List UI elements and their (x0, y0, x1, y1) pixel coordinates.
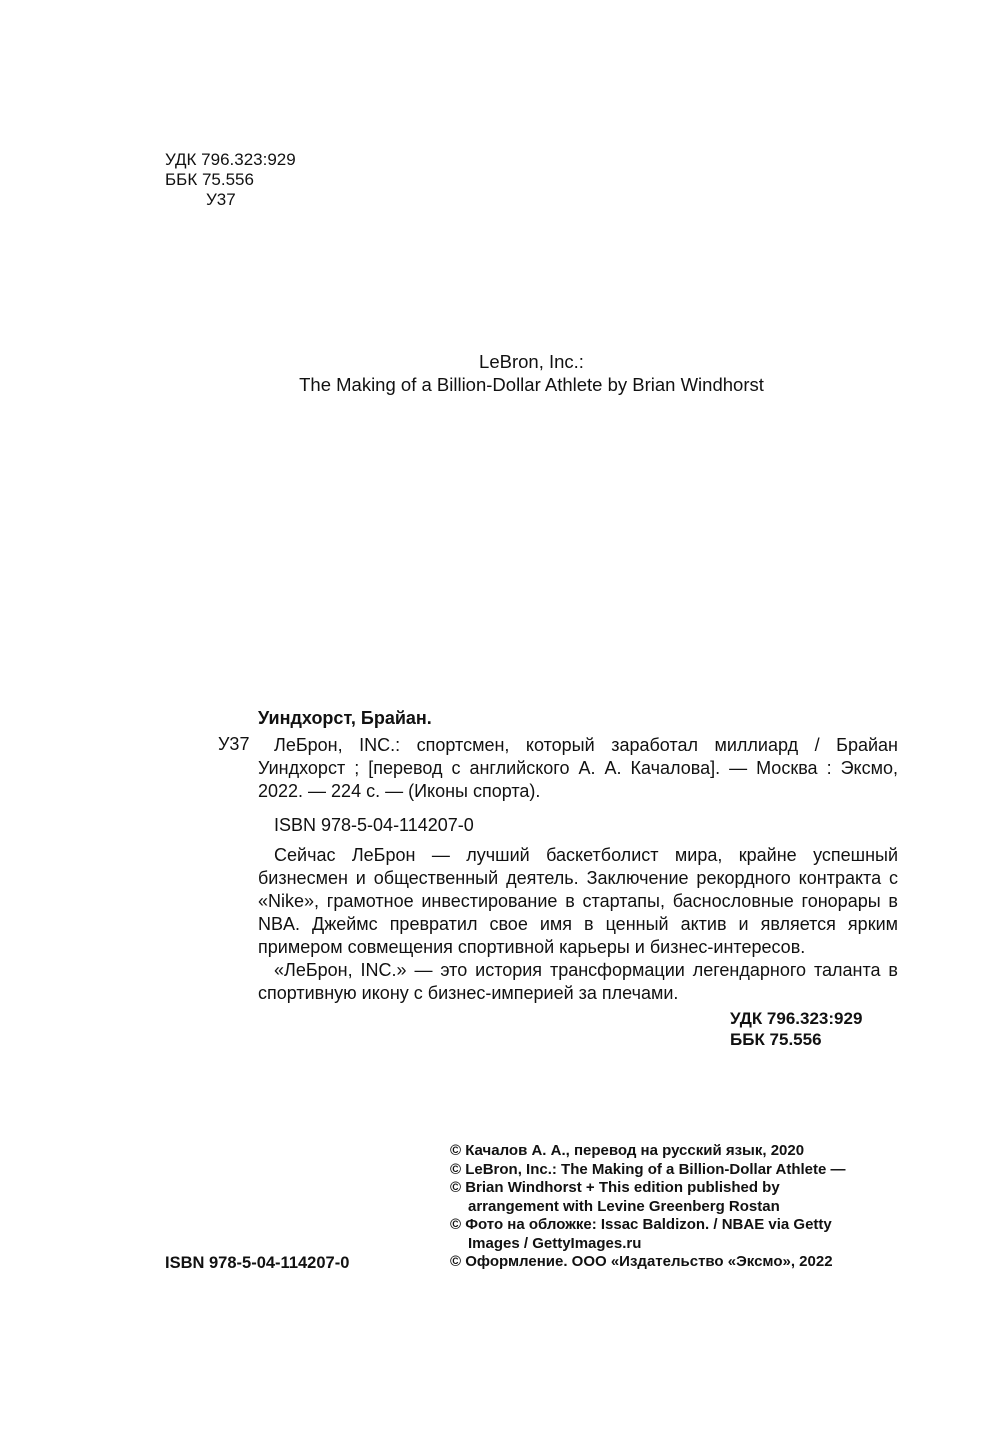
annotation-paragraph-1: Сейчас ЛеБрон — лучший баскетболист мира, крайне успешный бизнесмен и общественный деятель. Заключение рекордного контракта с «Nike», грамотное инвестирование в стартапы, баснословные гонорары в NBA. Джеймс превратил свое имя в ценный актив и является ярким примером совмещения спортивной карьеры и бизнес-интересов. (258, 845, 898, 957)
catalog-isbn: ISBN 978-5-04-114207-0 (274, 815, 474, 835)
copyright-line: © LeBron, Inc.: The Making of a Billion-Dollar Athlete — (450, 1160, 846, 1178)
copyright-line: © Качалов А. А., перевод на русский язык, 2020 (450, 1142, 805, 1159)
original-title-line1: LeBron, Inc.: (479, 351, 584, 372)
top-udk-code: УДК 796.323:929 (165, 150, 296, 169)
copyright-line: arrangement with Levine Greenberg Rostan (468, 1197, 780, 1215)
copyright-line: © Brian Windhorst + This edition published by (450, 1179, 780, 1196)
copyright-line: Images / GettyImages.ru (468, 1234, 642, 1252)
annotation-paragraph-2: «ЛеБрон, INC.» — это история трансформации легендарного таланта в спортивную икону с бизнес-империей за плечами. (258, 960, 898, 1003)
top-author-sign: У37 (206, 190, 236, 209)
catalog-udk: УДК 796.323:929 (730, 1009, 863, 1028)
copyright-line: © Оформление. ООО «Издательство «Эксмо», 2022 (450, 1253, 833, 1270)
catalog-bbk: ББК 75.556 (730, 1030, 822, 1049)
catalog-author-sign: У37 (218, 734, 250, 754)
catalog-description: ЛеБрон, INC.: спортсмен, который заработал миллиард / Брайан Уиндхорст ; [перевод с английского А. А. Качалова]. — Москва : Эксмо, 2022. — 224 с. — (Иконы спорта). (258, 735, 898, 801)
catalog-author: Уиндхорст, Брайан. (258, 708, 432, 728)
original-title-line2: The Making of a Billion-Dollar Athlete by Brian Windhorst (299, 374, 764, 395)
isbn-bottom: ISBN 978-5-04-114207-0 (165, 1254, 350, 1272)
copyright-block (450, 1142, 900, 1272)
top-bbk-code: ББК 75.556 (165, 170, 254, 189)
copyright-line: © Фото на обложке: Issac Baldizon. / NBAE via Getty (450, 1216, 832, 1233)
